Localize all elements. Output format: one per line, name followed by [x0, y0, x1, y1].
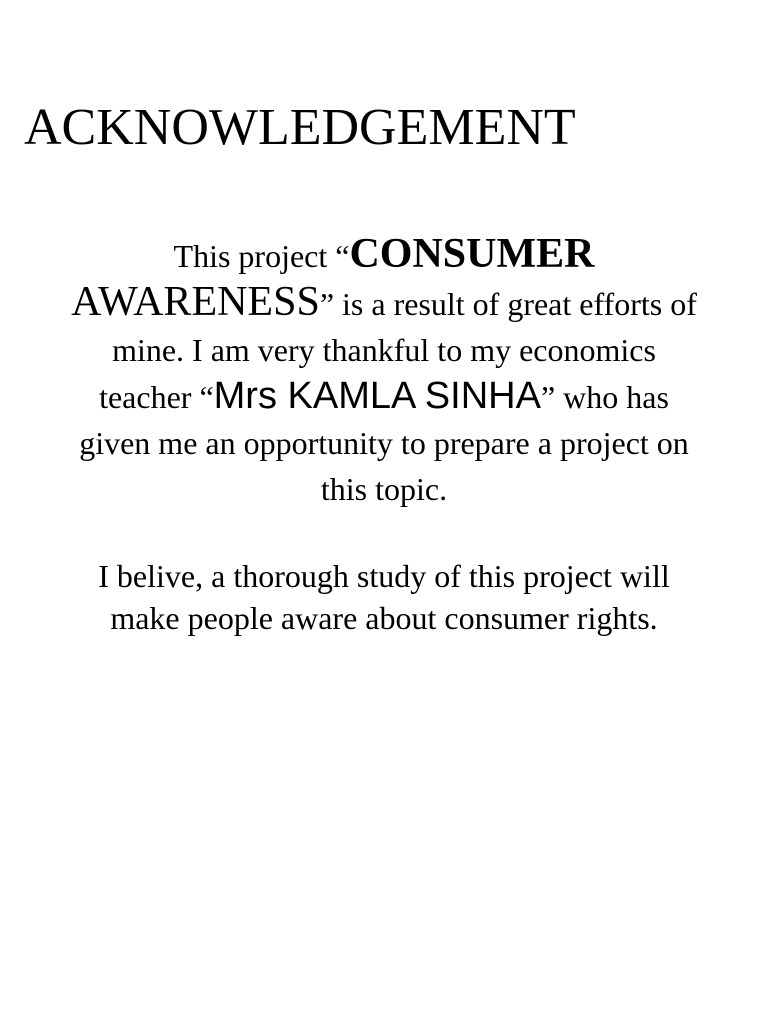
text-line-4	[20, 373, 748, 420]
project-title-consumer: CONSUMER	[349, 231, 595, 277]
page-title: ACKNOWLEDGEMENT	[24, 99, 576, 156]
teacher-name: Mrs KAMLA SINHA	[213, 375, 541, 417]
project-title-awareness: AWARENESS	[71, 279, 320, 325]
text-line-8: make people aware about consumer rights.	[110, 600, 658, 636]
text-line-5: given me an opportunity to prepare a project on	[79, 425, 689, 461]
line-text: ” who has	[540, 379, 669, 415]
text-line-2	[20, 279, 748, 327]
text-line-3: mine. I am very thankful to my economics	[112, 332, 656, 368]
line-text: This project “	[173, 238, 350, 274]
line-text: ” is a result of great efforts of	[319, 286, 697, 322]
text-line-7: I belive, a thorough study of this project will	[98, 558, 670, 594]
text-line-1	[20, 231, 748, 279]
acknowledgement-paragraph	[20, 231, 748, 512]
line-text: teacher “	[99, 379, 214, 415]
belief-paragraph	[20, 555, 748, 639]
text-line-6: this topic.	[320, 471, 448, 507]
